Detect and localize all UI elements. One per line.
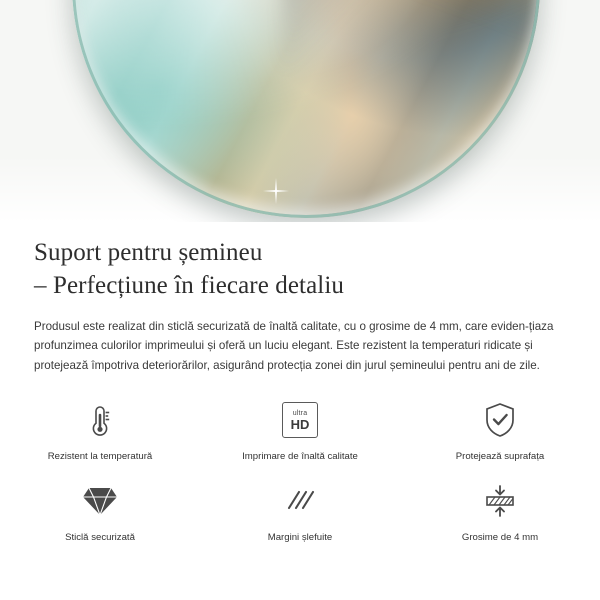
- ultra-hd-bottom-label: HD: [290, 416, 310, 432]
- feature-item-thickness: [400, 479, 600, 544]
- thickness-4mm-icon: [476, 479, 524, 523]
- polished-edges-icon: [276, 479, 324, 523]
- headline-line-1: Suport pentru șemineu: [34, 239, 263, 266]
- feature-label: Imprimare de înaltă calitate: [242, 451, 358, 462]
- feature-item-surface-protection: [400, 398, 600, 463]
- feature-item-temperature: [0, 398, 200, 463]
- feature-item-tempered-glass: [0, 479, 200, 544]
- thermometer-icon: [76, 398, 124, 442]
- ultra-hd-top-label: ultra: [292, 409, 308, 417]
- feature-item-polished-edges: [200, 479, 400, 544]
- feature-item-print-quality: [200, 398, 400, 463]
- feature-label: Margini șlefuite: [267, 532, 333, 544]
- headline-line-2: – Perfecțiune în fiecare detaliu: [34, 272, 344, 300]
- description-paragraph: Produsul este realizat din sticlă securizată de înaltă calitate, cu o grosime de 4 mm, care eviden-țiaza profunzimea culorilor imprimeului și oferă un luciu elegant. Este rezistent la temperaturi ridicate și protejează împotriva deteriorărilor, asigurând protecția zonei din jurul șemineului pentru ani de zile.: [34, 319, 554, 373]
- hero-image: [0, 0, 600, 222]
- feature-label: Sticlă securizată: [65, 532, 135, 544]
- feature-label: Grosime de 4 mm: [461, 532, 539, 544]
- ultra-hd-icon: [276, 398, 324, 442]
- feature-grid: [0, 398, 600, 545]
- sparkle-icon: [263, 178, 289, 204]
- diamond-icon: [76, 479, 124, 523]
- page-title: [0, 222, 600, 303]
- feature-label: Protejează suprafața: [455, 451, 545, 462]
- text-content: [0, 222, 600, 376]
- shield-check-icon: [476, 398, 524, 442]
- feature-label: Rezistent la temperatură: [47, 451, 153, 462]
